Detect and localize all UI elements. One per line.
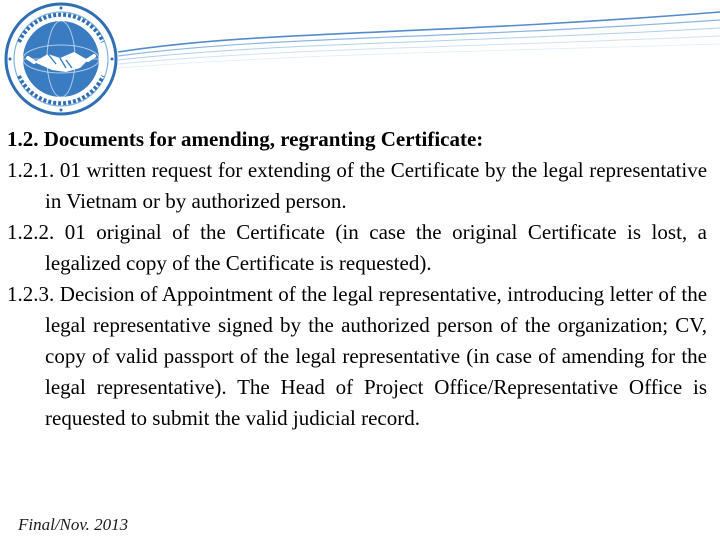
document-body xyxy=(7,124,707,434)
item-text: 01 written request for extending of the Certificate by the legal representative in Vietnam or by authorized person. xyxy=(45,158,708,213)
list-item xyxy=(7,155,707,217)
organization-logo xyxy=(4,2,118,116)
item-text: 01 original of the Certificate (in case the original Certificate is lost, a legalized copy of the Certificate is requested). xyxy=(45,220,707,275)
list-item xyxy=(7,217,707,279)
item-number: 1.2.1. xyxy=(7,158,55,182)
item-text: Decision of Appointment of the legal representative, introducing letter of the legal representative signed by the authorized person of the organization; CV, copy of valid passport of the legal representative (in case of amending for the legal representative). The Head of Project Office/Representative Office is requested to submit the valid judicial record. xyxy=(45,282,708,430)
list-item xyxy=(7,279,707,434)
footer-note: Final/Nov. 2013 xyxy=(18,515,129,534)
section-heading: 1.2. Documents for amending, regranting Certificate: xyxy=(7,127,484,151)
item-number: 1.2.3. xyxy=(7,282,55,306)
item-number: 1.2.2. xyxy=(7,220,55,244)
header-band xyxy=(0,0,720,118)
